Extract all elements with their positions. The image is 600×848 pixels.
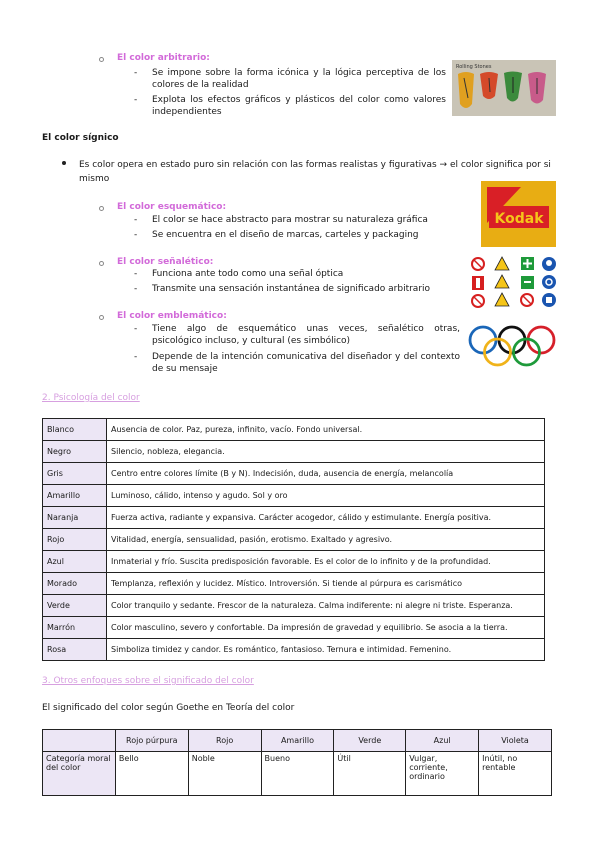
senaletico-bullet-1: - Funciona ante todo como una señal óptica bbox=[134, 269, 344, 279]
value-cell: Bueno bbox=[261, 752, 334, 796]
sub-bullet-circle bbox=[99, 315, 104, 320]
goethe-intro: El significado del color según Goethe en Teoría del color bbox=[42, 703, 295, 713]
value-cell: Útil bbox=[334, 752, 406, 796]
table-row bbox=[43, 463, 545, 485]
table-row bbox=[43, 617, 545, 639]
value-cell: Inútil, no rentable bbox=[479, 752, 552, 796]
color-name-cell: Negro bbox=[43, 441, 107, 463]
color-desc-cell: Centro entre colores límite (B y N). Indecisión, duda, ausencia de energía, melancolía bbox=[107, 463, 545, 485]
color-desc-cell: Ausencia de color. Paz, pureza, infinito, vacío. Fondo universal. bbox=[107, 419, 545, 441]
arbitrario-bullet-2: - Explota los efectos gráficos y plásticos del color como valores independientes bbox=[134, 95, 446, 117]
sub-bullet-circle bbox=[99, 261, 104, 266]
color-name-cell: Verde bbox=[43, 595, 107, 617]
color-name-cell: Rosa bbox=[43, 639, 107, 661]
table-row bbox=[43, 529, 545, 551]
rolling-stones-tongues-image bbox=[452, 60, 556, 116]
sub-bullet-circle bbox=[99, 206, 104, 211]
color-desc-cell: Color masculino, severo y confortable. Da impresión de gravedad y equilibrio. Se asocia a la tierra. bbox=[107, 617, 545, 639]
esquematico-heading: El color esquemático: bbox=[117, 202, 227, 212]
header-cell: Amarillo bbox=[261, 730, 334, 752]
color-name-cell: Morado bbox=[43, 573, 107, 595]
color-desc-cell: Luminoso, cálido, intenso y agudo. Sol y oro bbox=[107, 485, 545, 507]
color-name-cell: Amarillo bbox=[43, 485, 107, 507]
value-cell: Bello bbox=[115, 752, 188, 796]
table-row bbox=[43, 551, 545, 573]
header-cell: Azul bbox=[406, 730, 479, 752]
otros-enfoques-link[interactable]: 3. Otros enfoques sobre el significado del color bbox=[42, 676, 254, 686]
header-cell-empty bbox=[43, 730, 116, 752]
row-label-cell: Categoría moral del color bbox=[43, 752, 116, 796]
color-name-cell: Azul bbox=[43, 551, 107, 573]
color-desc-cell: Vitalidad, energía, sensualidad, pasión, erotismo. Exaltado y agresivo. bbox=[107, 529, 545, 551]
header-cell: Violeta bbox=[479, 730, 552, 752]
table-row bbox=[43, 595, 545, 617]
table-row bbox=[43, 419, 545, 441]
table-row bbox=[43, 573, 545, 595]
arbitrario-heading: El color arbitrario: bbox=[117, 53, 210, 63]
color-desc-cell: Simboliza timidez y candor. Es romántico, fantasioso. Ternura e intimidad. Femenino. bbox=[107, 639, 545, 661]
header-cell: Rojo bbox=[188, 730, 261, 752]
olympic-rings-image bbox=[466, 323, 558, 369]
signico-heading: El color sígnico bbox=[42, 133, 119, 143]
table-header-row bbox=[43, 730, 552, 752]
color-desc-cell: Templanza, reflexión y lucidez. Místico. Introversión. Si tiende al púrpura es carismático bbox=[107, 573, 545, 595]
safety-signs-image bbox=[468, 255, 560, 311]
table-row bbox=[43, 507, 545, 529]
color-name-cell: Blanco bbox=[43, 419, 107, 441]
table-row bbox=[43, 441, 545, 463]
emblematico-heading: El color emblemático: bbox=[117, 311, 227, 321]
header-cell: Rojo púrpura bbox=[115, 730, 188, 752]
header-cell: Verde bbox=[334, 730, 406, 752]
value-cell: Vulgar, corriente, ordinario bbox=[406, 752, 479, 796]
bullet-dot bbox=[62, 161, 66, 165]
color-name-cell: Rojo bbox=[43, 529, 107, 551]
arbitrario-bullet-1: - Se impone sobre la forma icónica y la lógica perceptiva de los colores de la realidad bbox=[134, 68, 446, 90]
color-desc-cell: Fuerza activa, radiante y expansiva. Carácter acogedor, cálido y estimulante. Energía positiva. bbox=[107, 507, 545, 529]
kodak-logo bbox=[481, 181, 556, 247]
emblematico-bullet-2: - Depende de la intención comunicativa del diseñador y del contexto de su mensaje bbox=[134, 352, 460, 374]
senaletico-heading: El color señalético: bbox=[117, 257, 214, 267]
emblematico-bullet-1: - Tiene algo de esquemático unas veces, señalético otras, psicológico incluso, y cultural (es simbólico) bbox=[134, 324, 460, 346]
goethe-table bbox=[42, 729, 552, 796]
image-label: Rolling Stones bbox=[456, 64, 492, 70]
signico-intro: Es color opera en estado puro sin relación con las formas realistas y figurativas → el color significa por si mismo bbox=[79, 160, 551, 184]
sub-bullet-circle bbox=[99, 57, 104, 62]
value-cell: Noble bbox=[188, 752, 261, 796]
color-name-cell: Naranja bbox=[43, 507, 107, 529]
color-desc-cell: Inmaterial y frío. Suscita predisposición favorable. Es el color de lo infinito y de la profundidad. bbox=[107, 551, 545, 573]
table-row bbox=[43, 485, 545, 507]
senaletico-bullet-2: - Transmite una sensación instantánea de significado arbitrario bbox=[134, 284, 431, 294]
psicologia-table bbox=[42, 418, 545, 661]
psicologia-link[interactable]: 2. Psicología del color bbox=[42, 393, 140, 403]
color-name-cell: Gris bbox=[43, 463, 107, 485]
color-desc-cell: Color tranquilo y sedante. Frescor de la naturaleza. Calma indiferente: ni alegre ni triste. Esperanza. bbox=[107, 595, 545, 617]
esquematico-bullet-2: - Se encuentra en el diseño de marcas, carteles y packaging bbox=[134, 230, 419, 240]
color-desc-cell: Silencio, nobleza, elegancia. bbox=[107, 441, 545, 463]
esquematico-bullet-1: - El color se hace abstracto para mostrar su naturaleza gráfica bbox=[134, 215, 428, 225]
table-row bbox=[43, 752, 552, 796]
table-row bbox=[43, 639, 545, 661]
kodak-logo-text: Kodak bbox=[494, 211, 544, 227]
color-name-cell: Marrón bbox=[43, 617, 107, 639]
